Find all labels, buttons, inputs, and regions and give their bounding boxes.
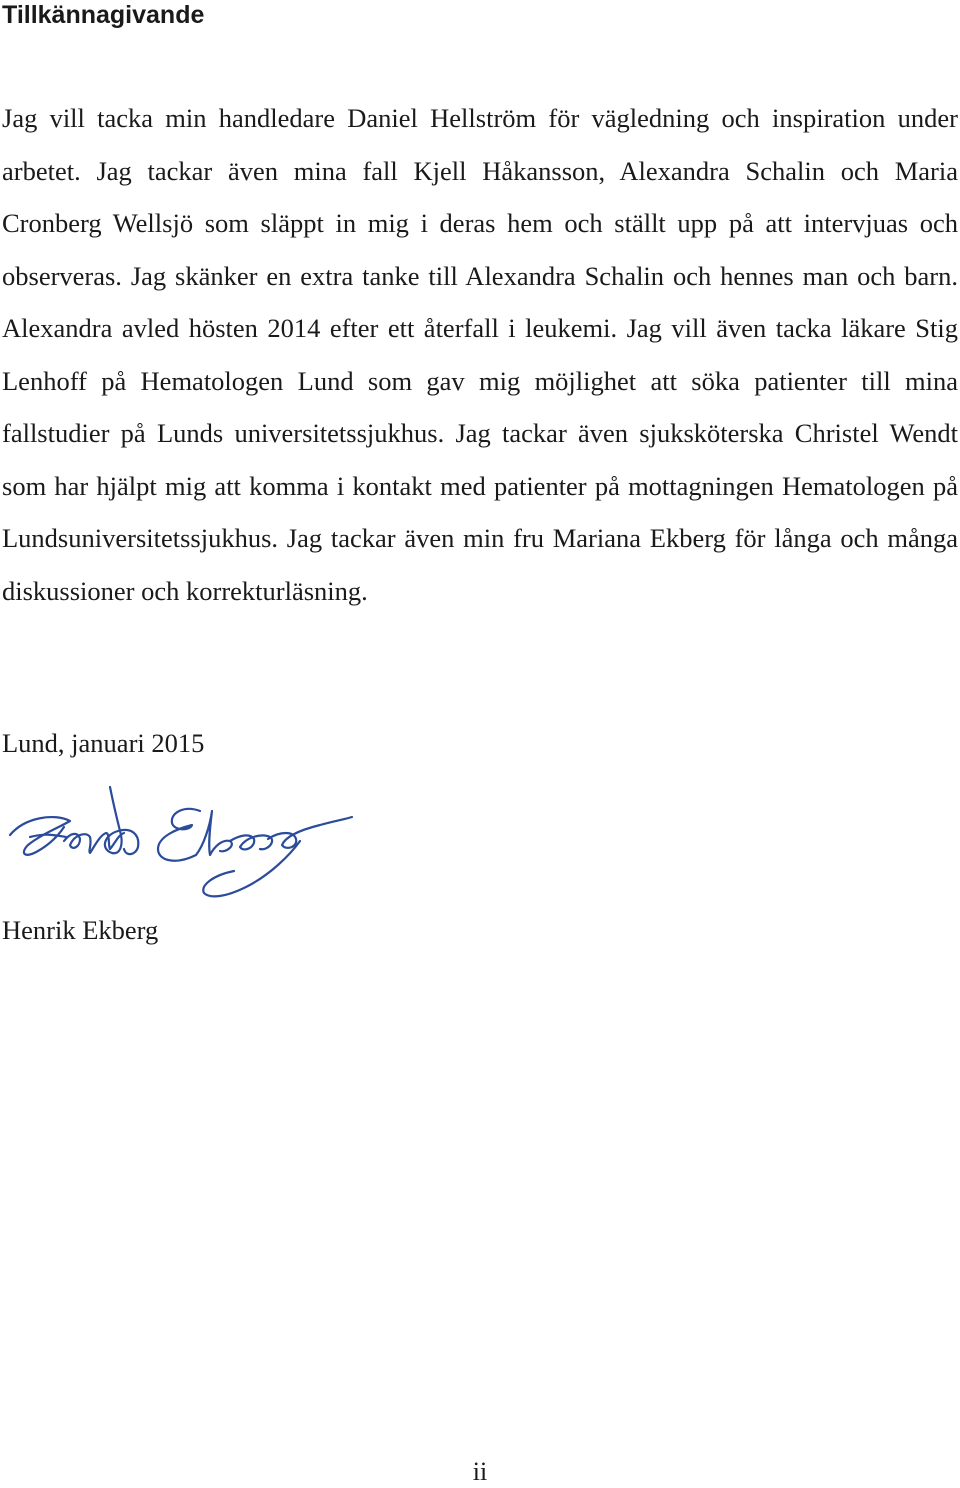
signature-stroke — [158, 809, 200, 861]
signature-stroke — [203, 841, 300, 896]
signature-stroke — [268, 817, 352, 848]
signer-name: Henrik Ekberg — [2, 915, 159, 945]
signature-strokes — [10, 787, 352, 896]
page-heading: Tillkännagivande — [2, 1, 205, 29]
signature-stroke — [30, 835, 66, 837]
handwritten-signature — [0, 775, 360, 915]
page-number: ii — [472, 1457, 488, 1486]
signature-stroke — [196, 811, 232, 855]
signature-stroke — [230, 835, 272, 849]
acknowledgement-paragraph: Jag vill tacka min handledare Daniel Hellström för vägledning och inspiration under arbetet. Jag tackar även mina fall Kjell Håkansson, Alexandra Schalin och Maria Cronberg Wellsjö som släppt in mig i deras hem och ställt upp på att intervjuas och observeras. Jag skänker en extra tanke till Alexandra Schalin och hennes man och barn. Alexandra avled hösten 2014 efter ett återfall i leukemi. Jag vill även tacka läkare Stig Lenhoff på Hematologen Lund som gav mig möjlighet att söka patienter till mina fallstudier på Lunds universitetssjukhus. Jag tackar även sjuksköterska Christel Wendt som har hjälpt mig att komma i kontakt med patienter på mottagningen Hematologen på Lundsuniversitetssjukhus. Jag tackar även min fru Mariana Ekberg för långa och många diskussioner och korrekturläsning. — [2, 103, 958, 606]
signature-stroke — [64, 833, 124, 853]
place-and-date: Lund, januari 2015 — [2, 728, 205, 758]
